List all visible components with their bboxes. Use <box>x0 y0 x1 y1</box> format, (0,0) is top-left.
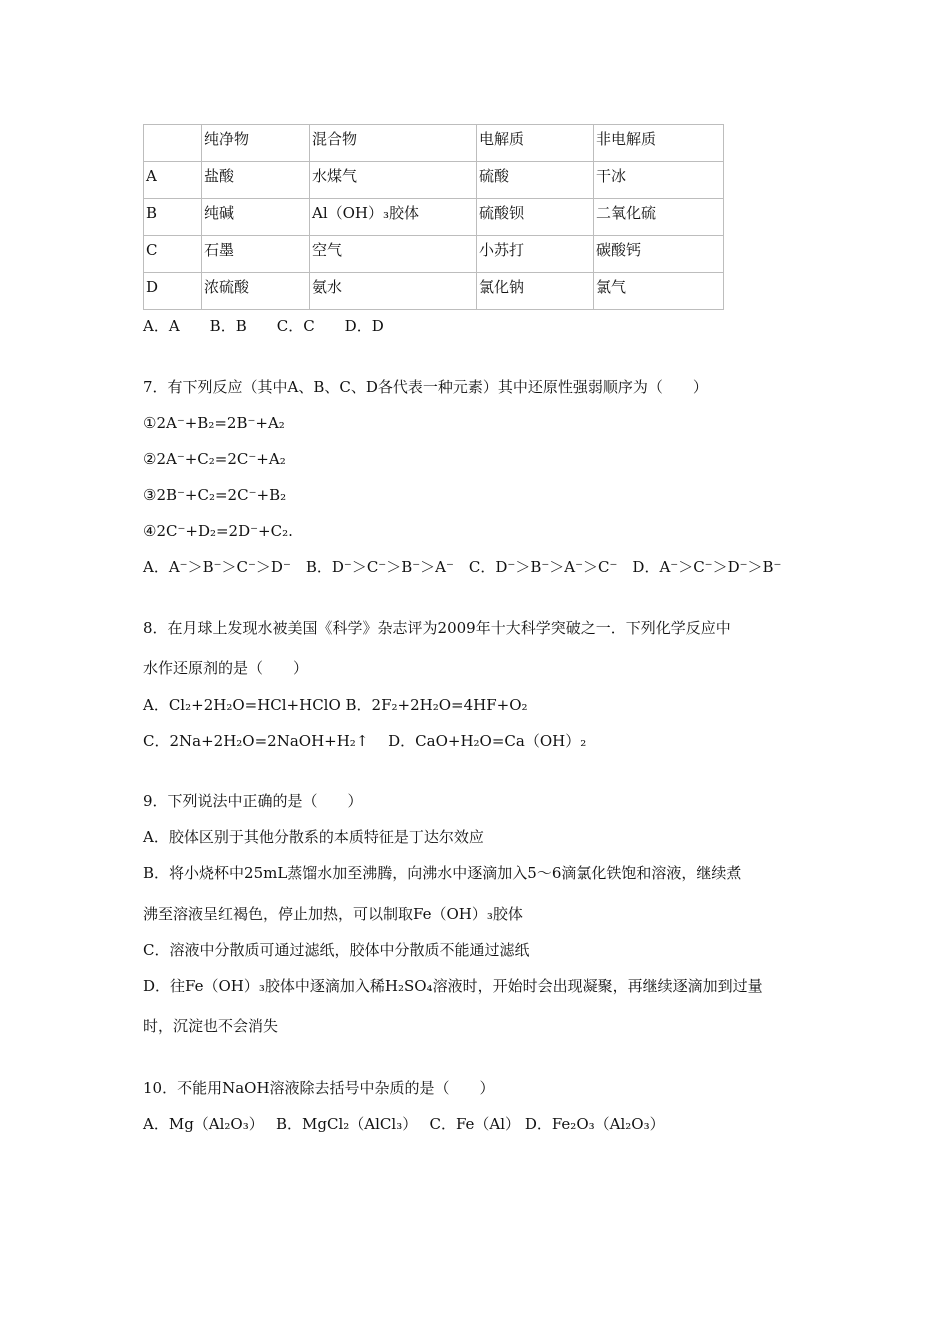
table-cell: 小苏打 <box>477 236 594 273</box>
table-cell: 硫酸 <box>477 162 594 199</box>
table-cell: 水煤气 <box>310 162 477 199</box>
table-cell: 石墨 <box>202 236 310 273</box>
q8-options-cd: C．2Na+2H₂O=2NaOH+H₂↑ D．CaO+H₂O=Ca（OH）₂ <box>143 732 587 750</box>
table-cell: 二氧化硫 <box>594 199 724 236</box>
table-cell: C <box>144 236 202 273</box>
table-cell: 碳酸钙 <box>594 236 724 273</box>
table-cell: 硫酸钡 <box>477 199 594 236</box>
table-cell: 氨水 <box>310 273 477 310</box>
table-cell: 盐酸 <box>202 162 310 199</box>
q6-options: A．A B．B C．C D．D <box>143 317 384 335</box>
q9-option-b-line1: B．将小烧杯中25mL蒸馏水加至沸腾，向沸水中逐滴加入5～6滴氯化铁饱和溶液，继续煮 <box>143 864 742 882</box>
q7-reaction-4: ④2C⁻+D₂=2D⁻+C₂. <box>143 522 293 540</box>
table-cell <box>144 125 202 162</box>
table-cell: 非电解质 <box>594 125 724 162</box>
q9-option-d-line1: D．往Fe（OH）₃胶体中逐滴加入稀H₂SO₄溶液时，开始时会出现凝聚，再继续逐滴加到过量 <box>143 977 763 995</box>
table-cell: 干冰 <box>594 162 724 199</box>
q8-stem-line1: 8．在月球上发现水被美国《科学》杂志评为2009年十大科学突破之一．下列化学反应中 <box>143 619 731 637</box>
table-cell: 纯净物 <box>202 125 310 162</box>
table-cell: D <box>144 273 202 310</box>
q8-stem-line2: 水作还原剂的是（ ） <box>143 659 309 677</box>
q10-options: A．Mg（Al₂O₃） B．MgCl₂（AlCl₃） C．Fe（Al） D．Fe₂O₃（Al₂O₃） <box>143 1115 665 1133</box>
q7-reaction-3: ③2B⁻+C₂=2C⁻+B₂ <box>143 486 287 504</box>
table-cell: B <box>144 199 202 236</box>
table-row <box>144 199 724 236</box>
table-row <box>144 236 724 273</box>
table-cell: 氯气 <box>594 273 724 310</box>
q9-option-b-line2: 沸至溶液呈红褐色，停止加热，可以制取Fe（OH）₃胶体 <box>143 905 523 923</box>
q9-option-a: A．胶体区别于其他分散系的本质特征是丁达尔效应 <box>143 828 484 846</box>
q7-stem: 7．有下列反应（其中A、B、C、D各代表一种元素）其中还原性强弱顺序为（ ） <box>143 378 708 396</box>
q7-options: A．A⁻＞B⁻＞C⁻＞D⁻ B．D⁻＞C⁻＞B⁻＞A⁻ C．D⁻＞B⁻＞A⁻＞C⁻ D．A⁻＞C⁻＞D⁻＞B⁻ <box>143 558 782 576</box>
table-cell: A <box>144 162 202 199</box>
q7-reaction-2: ②2A⁻+C₂=2C⁻+A₂ <box>143 450 286 468</box>
table-cell: 纯碱 <box>202 199 310 236</box>
table-cell: 电解质 <box>477 125 594 162</box>
table-cell: 混合物 <box>310 125 477 162</box>
table-cell: 空气 <box>310 236 477 273</box>
q9-option-d-line2: 时，沉淀也不会消失 <box>143 1017 279 1035</box>
table-header-row <box>144 125 724 162</box>
table-cell: 氯化钠 <box>477 273 594 310</box>
q9-stem: 9．下列说法中正确的是（ ） <box>143 792 363 810</box>
table-row <box>144 273 724 310</box>
q9-option-c: C．溶液中分散质可通过滤纸，胶体中分散质不能通过滤纸 <box>143 941 530 959</box>
table-row <box>144 162 724 199</box>
q8-options-ab: A．Cl₂+2H₂O=HCl+HClO B．2F₂+2H₂O=4HF+O₂ <box>143 696 528 714</box>
classification-table <box>143 124 724 310</box>
table-cell: Al（OH）₃胶体 <box>310 199 477 236</box>
q7-reaction-1: ①2A⁻+B₂=2B⁻+A₂ <box>143 414 285 432</box>
q10-stem: 10．不能用NaOH溶液除去括号中杂质的是（ ） <box>143 1079 495 1097</box>
table-cell: 浓硫酸 <box>202 273 310 310</box>
